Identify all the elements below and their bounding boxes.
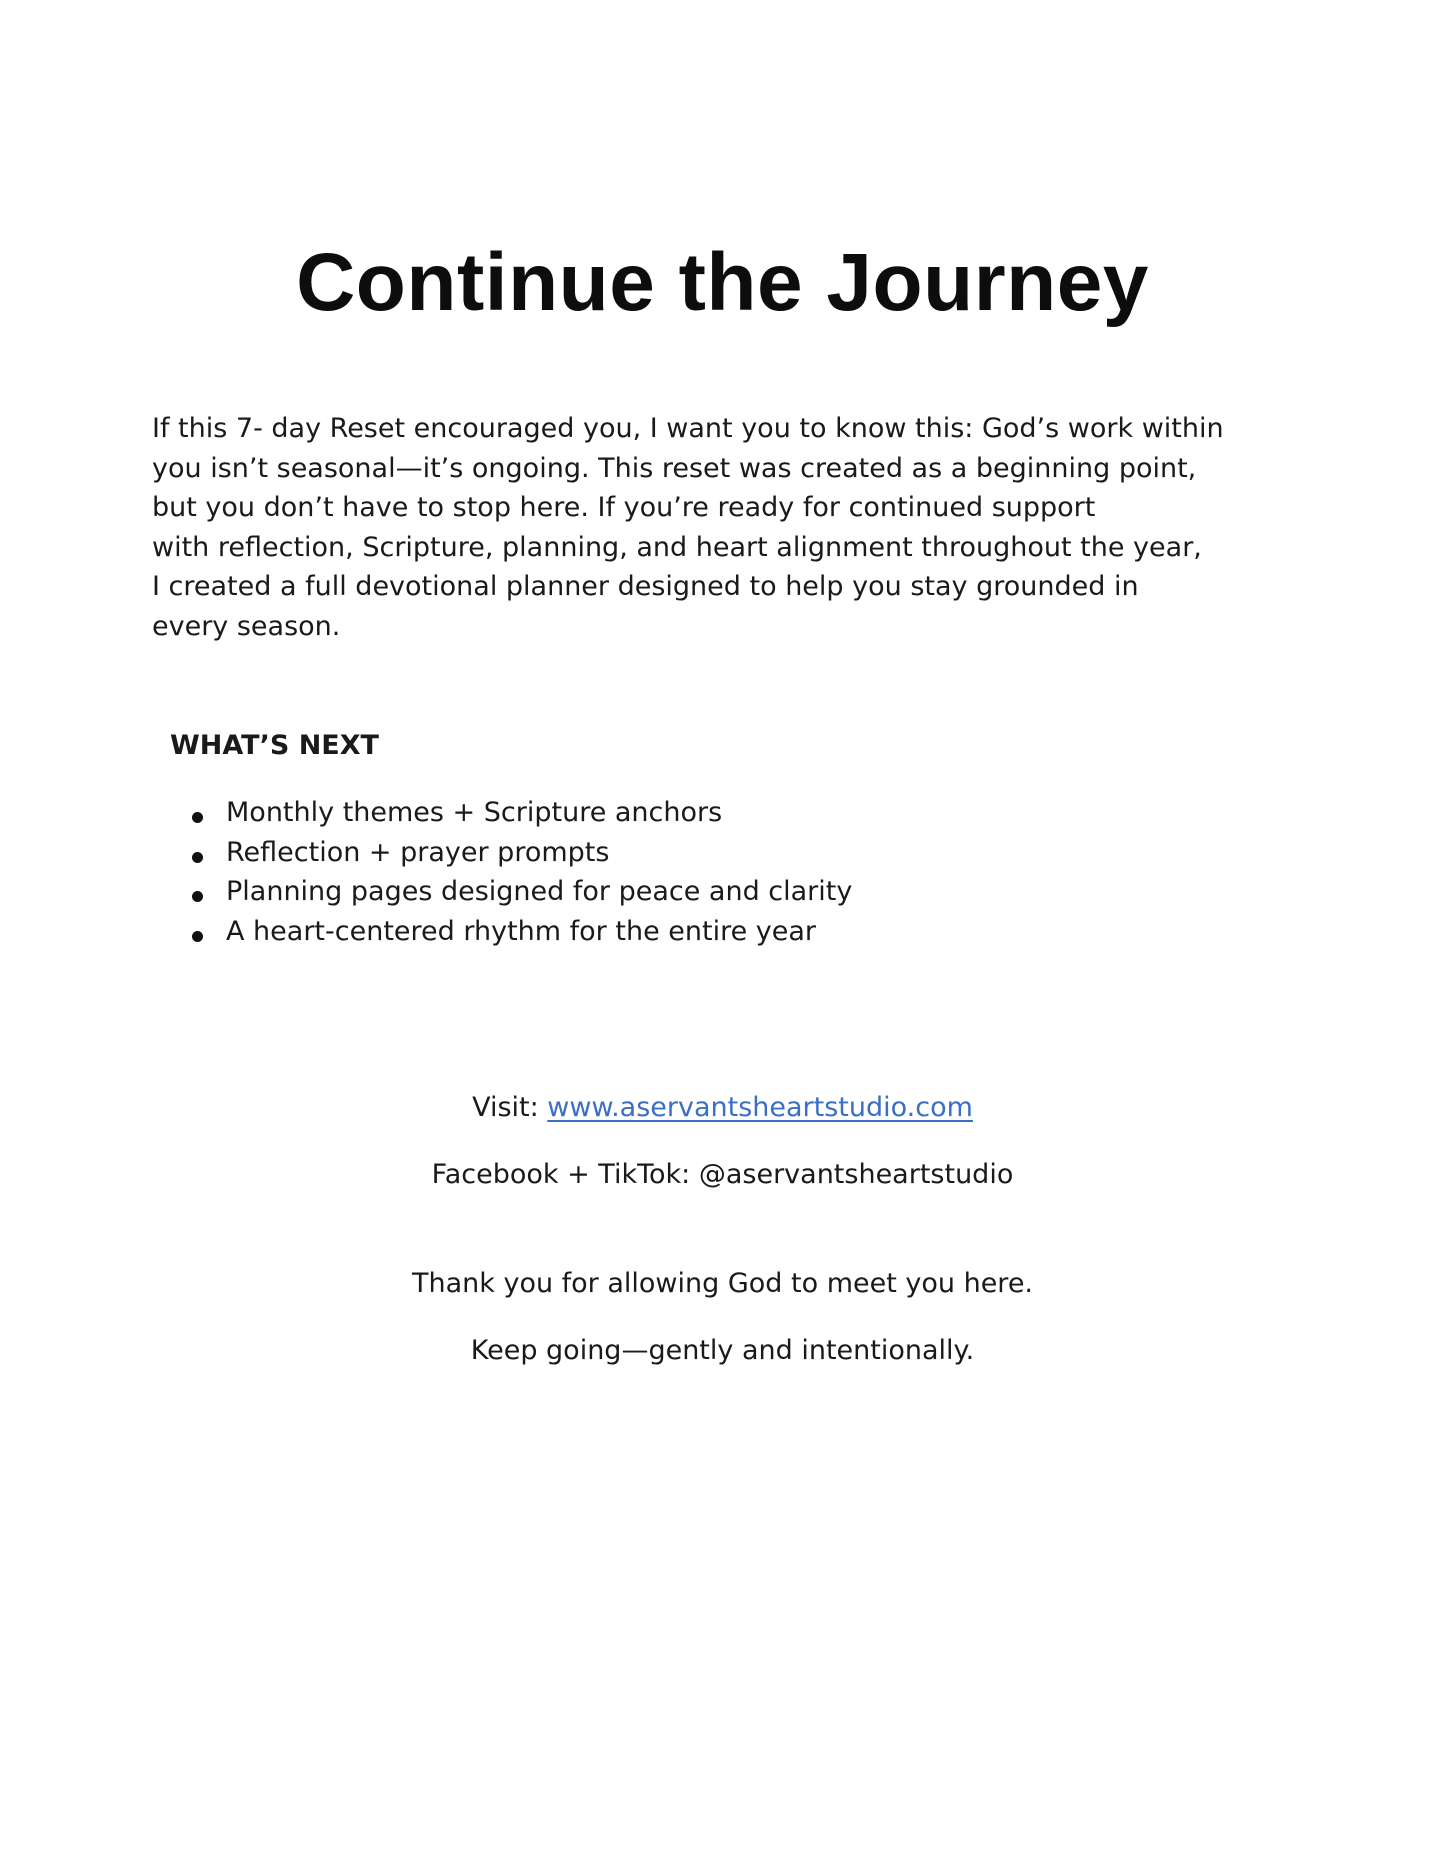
keep-going-message: Keep going—gently and intentionally. <box>470 1335 975 1366</box>
website-link[interactable]: www.aservantsheartstudio.com <box>547 1092 973 1123</box>
list-item <box>190 793 852 833</box>
intro-line: If this 7- day Reset encouraged you, I want you to know this: God’s work within <box>152 413 1224 444</box>
list-item <box>190 872 852 912</box>
visit-line <box>0 1088 1445 1128</box>
intro-paragraph <box>152 409 1302 647</box>
intro-line: but you don’t have to stop here. If you’re ready for continued support <box>152 492 1096 524</box>
list-item <box>190 833 852 873</box>
list-item <box>190 912 852 952</box>
intro-line: you isn’t seasonal—it’s ongoing. This reset was created as a beginning point, <box>152 452 1197 484</box>
list-item-label: A heart-centered rhythm for the entire year <box>226 915 817 947</box>
bullet-icon <box>192 812 203 823</box>
whats-next-heading: WHAT’S NEXT <box>170 730 379 761</box>
visit-label: Visit: <box>472 1092 539 1123</box>
bullet-icon <box>192 891 203 902</box>
social-handles: Facebook + TikTok: @aservantsheartstudio <box>431 1159 1014 1190</box>
whats-next-list <box>190 793 852 951</box>
intro-line: with reflection, Scripture, planning, and heart alignment throughout the year, <box>152 531 1202 563</box>
list-item-label: Reflection + prayer prompts <box>226 836 610 868</box>
list-item-label: Planning pages designed for peace and clarity <box>226 876 853 907</box>
bullet-icon <box>192 931 203 942</box>
page-title: Continue the Journey <box>296 237 1149 328</box>
intro-line: I created a full devotional planner designed to help you stay grounded in <box>152 571 1139 603</box>
thanks-message: Thank you for allowing God to meet you here. <box>411 1268 1034 1299</box>
list-item-label: Monthly themes + Scripture anchors <box>226 797 723 828</box>
bullet-icon <box>192 852 203 863</box>
intro-line: every season. <box>152 610 341 642</box>
